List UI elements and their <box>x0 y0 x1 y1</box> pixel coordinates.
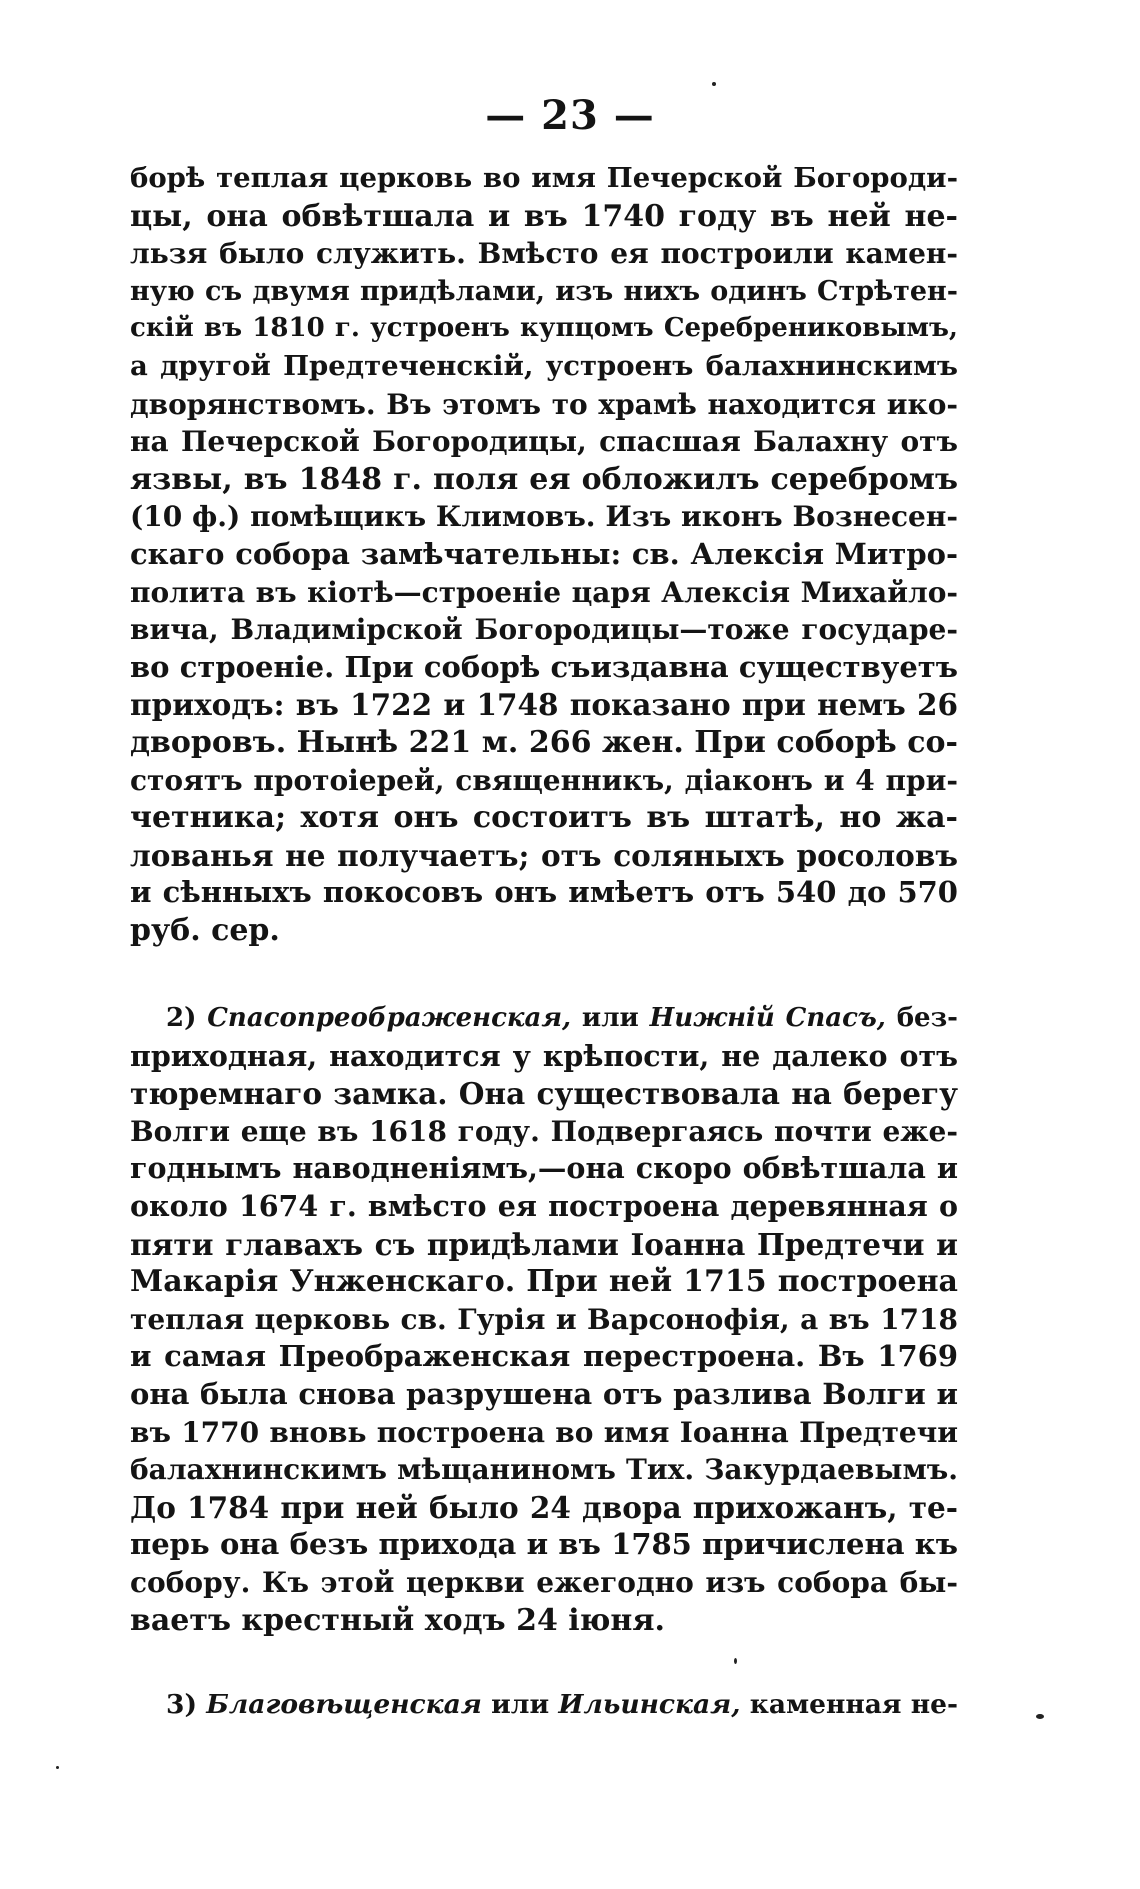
text-line: она была снова разрушена отъ разлива Волги и <box>130 1376 958 1411</box>
text-line: приходная, находится у крѣпости, не далеко отъ <box>130 1038 958 1073</box>
paragraph-2-number: 2) <box>166 1003 197 1033</box>
paragraph-1 <box>130 160 958 949</box>
text-line: борѣ теплая церковь во имя Печерской Богороди- <box>130 162 958 194</box>
text-line: (10 ф.) помѣщикъ Климовъ. Изъ иконъ Вознесен- <box>130 500 958 534</box>
church-title: Благовѣщенская <box>206 1689 482 1720</box>
church-alt-title: Ильинская, <box>558 1689 741 1720</box>
text-line: и самая Преображенская перестроена. Въ 1769 <box>130 1339 958 1374</box>
paragraph-3-heading-line <box>130 1686 958 1724</box>
text-line: ваетъ крестный ходъ 24 іюня. <box>130 1602 665 1638</box>
text-line: полита въ кіотѣ—строеніе царя Алексія Михайло- <box>130 575 958 609</box>
heading-line-tail: без- <box>896 1003 958 1033</box>
text-line: около 1674 г. вмѣсто ея построена деревянная о <box>130 1188 958 1223</box>
text-line: ную съ двумя придѣлами, изъ нихъ одинъ Стрѣтен- <box>130 275 958 307</box>
text-line: на Печерской Богородицы, спасшая Балахну отъ <box>130 425 958 459</box>
church-alt-title: Нижній Спасъ, <box>649 1003 886 1033</box>
print-speck <box>712 82 716 86</box>
text-line: въ 1770 вновь построена во имя Іоанна Предтечи <box>130 1415 958 1449</box>
connector-word: или <box>581 1003 639 1033</box>
church-title: Спасопреображенская, <box>207 1003 572 1033</box>
text-line: скій въ 1810 г. устроенъ купцомъ Серебрениковымъ, <box>130 313 958 344</box>
text-line: собору. Къ этой церкви ежегодно изъ собора бы- <box>130 1565 958 1599</box>
paragraph-2-heading-line <box>130 1000 958 1038</box>
text-line: четника; хотя онъ состоитъ въ штатѣ, но жа- <box>130 800 958 836</box>
text-line: До 1784 при ней было 24 двора прихожанъ, те- <box>130 1489 958 1525</box>
text-line: Макарія Унженскаго. При ней 1715 построена <box>130 1264 958 1300</box>
text-line: цы, она обвѣтшала и въ 1740 году въ ней не- <box>130 198 958 234</box>
text-line: годнымъ наводненіямъ,—она скоро обвѣтшала и <box>130 1151 958 1186</box>
text-line: теплая церковь св. Гурія и Варсонофія, а въ 1718 <box>130 1302 958 1336</box>
text-line: лованья не получаетъ; отъ соляныхъ росоловъ <box>130 837 958 873</box>
print-speck <box>56 1766 59 1769</box>
print-speck <box>734 1658 737 1664</box>
print-speck <box>1036 1714 1044 1719</box>
paragraph-2 <box>130 1000 958 1639</box>
text-line: балахнинскимъ мѣщаниномъ Тих. Закурдаевымъ. <box>130 1453 958 1487</box>
text-line: перь она безъ прихода и въ 1785 причислена къ <box>130 1527 958 1562</box>
text-line: стоятъ протоіерей, священникъ, діаконъ и 4 при- <box>130 763 958 797</box>
heading-line-tail: каменная не- <box>749 1689 959 1720</box>
text-line: а другой Предтеченскій, устроенъ балахнинскимъ <box>130 349 958 382</box>
text-line: и сѣнныхъ покосовъ онъ имѣетъ отъ 540 до 570 <box>130 875 958 910</box>
text-line: льзя было служить. Вмѣсто ея построили камен- <box>130 237 958 271</box>
text-line: руб. сер. <box>130 912 280 948</box>
paragraph-3 <box>130 1686 958 1724</box>
text-line: скаго собора замѣчательны: св. Алексія Митро- <box>130 536 958 571</box>
paragraph-3-number: 3) <box>166 1689 197 1720</box>
text-line: Волги еще въ 1618 году. Подвергаясь почти еже- <box>130 1114 958 1148</box>
text-line: приходъ: въ 1722 и 1748 показано при немъ 26 <box>130 687 958 723</box>
text-line: вича, Владимірской Богородицы—тоже государе- <box>130 613 958 647</box>
text-line: дворянствомъ. Въ этомъ то храмѣ находится ико- <box>130 387 958 421</box>
text-line: язвы, въ 1848 г. поля ея обложилъ серебромъ <box>130 461 958 497</box>
page-number: — 23 — <box>485 92 655 139</box>
connector-word: или <box>491 1689 550 1720</box>
text-line: тюремнаго замка. Она существовала на берегу <box>130 1076 958 1112</box>
text-line: пяти главахъ съ придѣлами Іоанна Предтечи и <box>130 1226 958 1262</box>
text-line: во строеніе. При соборѣ съиздавна существуетъ <box>130 649 958 684</box>
text-line: дворовъ. Нынѣ 221 м. 266 жен. При соборѣ со- <box>130 724 958 760</box>
